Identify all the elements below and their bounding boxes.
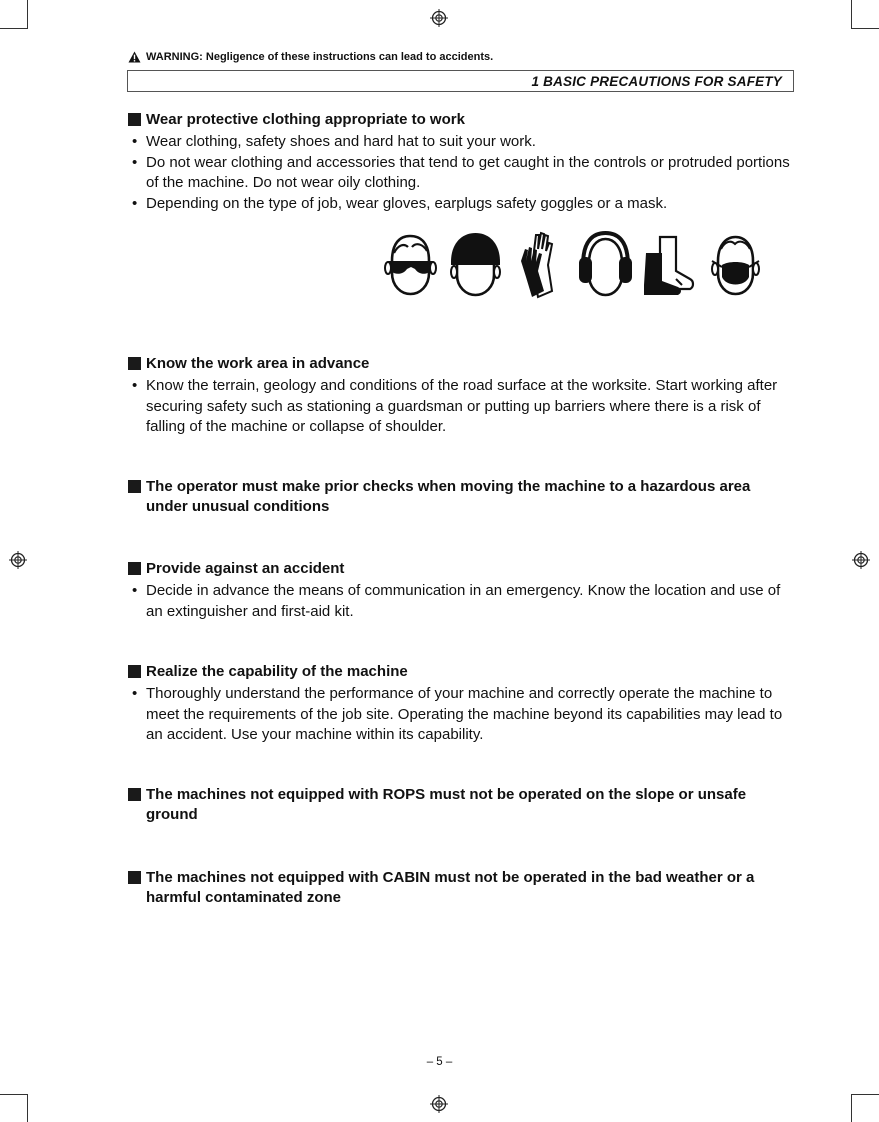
page-number: – 5 – <box>426 1056 453 1068</box>
bullet-list <box>128 376 796 438</box>
crop-mark-bottom-right-v <box>851 1094 852 1122</box>
section-rops <box>128 785 796 825</box>
crop-mark-bottom-right-h <box>851 1094 879 1095</box>
section-heading-text: The machines not equipped with ROPS must not be operated on the slope or unsafe ground <box>146 786 747 823</box>
bullet-list <box>128 132 796 214</box>
crop-mark-bottom-left-v <box>27 1094 28 1122</box>
section-heading-text: Wear protective clothing appropriate to work <box>146 111 465 128</box>
section-machine-capability <box>128 662 796 746</box>
crop-mark-top-right-h <box>851 28 879 29</box>
section-heading <box>128 662 796 682</box>
square-bullet-icon <box>128 357 141 370</box>
registration-mark-icon <box>9 551 27 569</box>
square-bullet-icon <box>128 562 141 575</box>
registration-mark-icon <box>852 551 870 569</box>
square-bullet-icon <box>128 871 141 884</box>
list-item: • Do not wear clothing and accessories that tend to get caught in the controls or protruded portions of the machine. Do not wear oily clothing. <box>128 153 796 194</box>
square-bullet-icon <box>128 665 141 678</box>
section-heading <box>128 477 796 517</box>
section-title: 1 BASIC PRECAUTIONS FOR SAFETY <box>531 74 782 89</box>
list-item: • Thoroughly understand the performance of your machine and correctly operate the machine to meet the requirements of the job site. Operating the machine beyond its capabilities may lead to an accident. Use your machine within its capability. <box>128 684 796 746</box>
warning-triangle-icon <box>128 51 141 63</box>
section-heading <box>128 559 796 579</box>
bullet-list <box>128 684 796 746</box>
registration-mark-icon <box>430 1095 448 1113</box>
section-prior-checks <box>128 477 796 517</box>
crop-mark-top-left-h <box>0 28 28 29</box>
dust-mask-icon <box>703 231 768 299</box>
hard-hat-icon <box>443 231 508 299</box>
safety-boots-icon <box>638 231 703 299</box>
section-know-work-area <box>128 354 796 438</box>
section-heading <box>128 868 796 908</box>
earmuffs-icon <box>573 231 638 299</box>
section-heading <box>128 354 796 374</box>
section-heading-text: Know the work area in advance <box>146 355 370 372</box>
list-item: • Wear clothing, safety shoes and hard hat to suit your work. <box>128 132 796 153</box>
square-bullet-icon <box>128 480 141 493</box>
list-item: • Know the terrain, geology and conditions of the road surface at the worksite. Start working after securing safety such as stationing a guardsman or putting up barriers where there is a risk of falling of the machine or collapse of shoulder. <box>128 376 796 438</box>
safety-goggles-icon <box>378 231 443 299</box>
section-heading-text: The operator must make prior checks when moving the machine to a hazardous area under unusual conditions <box>146 478 751 515</box>
section-protective-clothing <box>128 110 796 214</box>
registration-mark-icon <box>430 9 448 27</box>
section-provide-against-accident <box>128 559 796 622</box>
crop-mark-top-right-v <box>851 0 852 29</box>
gloves-icon <box>508 231 573 299</box>
section-heading <box>128 110 796 130</box>
list-item: • Decide in advance the means of communication in an emergency. Know the location and use of an extinguisher and first-aid kit. <box>128 581 796 622</box>
section-header-box <box>127 70 794 92</box>
list-item: • Depending on the type of job, wear gloves, earplugs safety goggles or a mask. <box>128 194 796 215</box>
section-heading-text: The machines not equipped with CABIN must not be operated in the bad weather or a harmful contaminated zone <box>146 869 755 906</box>
warning-line <box>128 51 493 63</box>
square-bullet-icon <box>128 788 141 801</box>
crop-mark-top-left-v <box>27 0 28 29</box>
ppe-icons-row <box>378 231 768 299</box>
section-cabin <box>128 868 796 908</box>
section-heading <box>128 785 796 825</box>
section-heading-text: Realize the capability of the machine <box>146 663 408 680</box>
bullet-list <box>128 581 796 622</box>
section-heading-text: Provide against an accident <box>146 560 345 577</box>
crop-mark-bottom-left-h <box>0 1094 28 1095</box>
warning-text: WARNING: Negligence of these instructions can lead to accidents. <box>146 51 494 63</box>
square-bullet-icon <box>128 113 141 126</box>
